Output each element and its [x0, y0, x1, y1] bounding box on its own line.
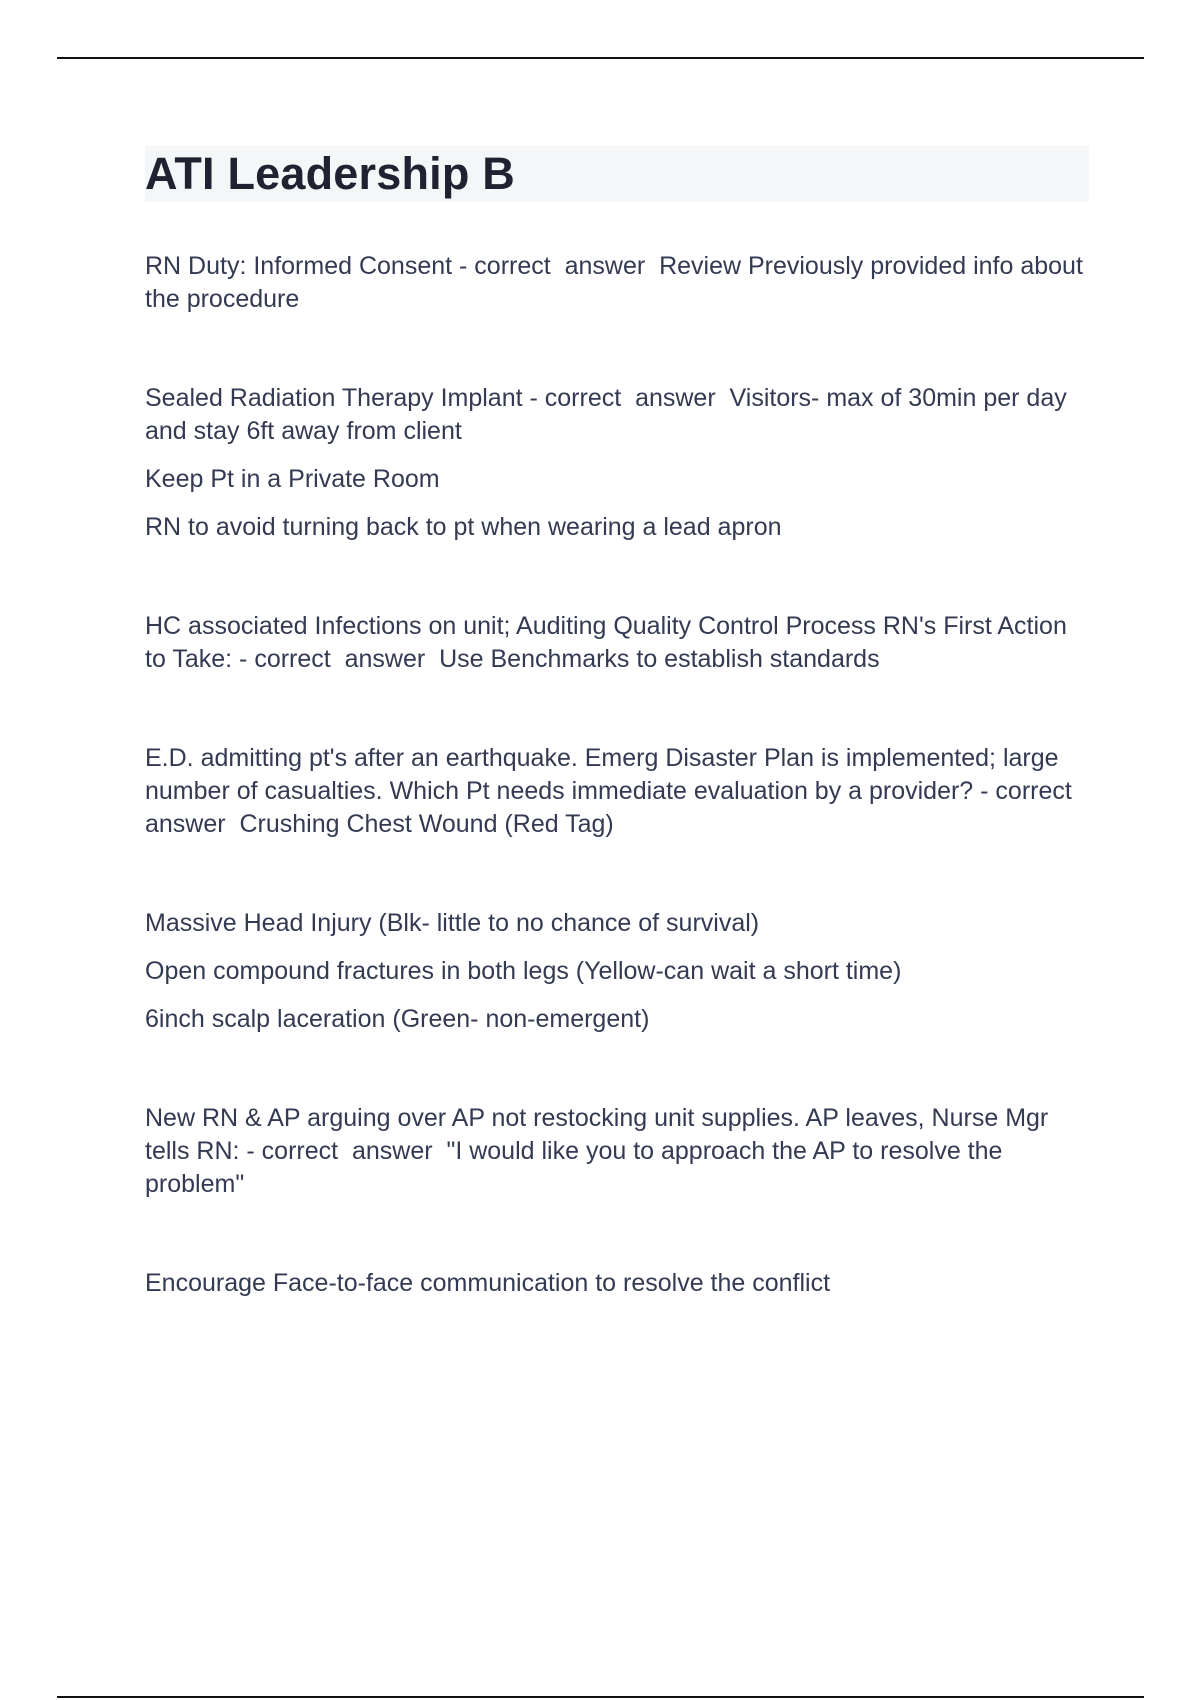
page-title: ATI Leadership B: [145, 148, 515, 199]
top-rule: [57, 57, 1144, 59]
text-line: HC associated Infections on unit; Auditing Quality Control Process RN's First Action to Take: - correct answer Use Benchmarks to establish standards: [145, 612, 1074, 673]
text-line: RN to avoid turning back to pt when wearing a lead apron: [145, 513, 782, 541]
qa-block-informed-consent: [145, 250, 1090, 316]
document-body: [145, 250, 1090, 1300]
text-line: Open compound fractures in both legs (Yellow-can wait a short time): [145, 957, 902, 985]
text-line: Keep Pt in a Private Room: [145, 465, 440, 493]
text-line: Sealed Radiation Therapy Implant - correct answer Visitors- max of 30min per day and stay 6ft away from client: [145, 384, 1074, 445]
qa-block-radiation-implant: [145, 382, 1090, 544]
qa-block-communication: [145, 1267, 1090, 1300]
qa-block-infections: [145, 610, 1090, 676]
text-line: Encourage Face-to-face communication to resolve the conflict: [145, 1269, 831, 1297]
bottom-rule: [57, 1696, 1144, 1698]
text-line: 6inch scalp laceration (Green- non-emergent): [145, 1005, 650, 1033]
text-line: E.D. admitting pt's after an earthquake. Emerg Disaster Plan is implemented; large number of casualties. Which Pt needs immediate evaluation by a provider? - correct answer Crushing Chest Wound (Red Tag): [145, 744, 1086, 838]
text-line: New RN & AP arguing over AP not restocking unit supplies. AP leaves, Nurse Mgr tells RN: - correct answer "I would like you to approach the AP to resolve the problem": [145, 1104, 1056, 1198]
text-line: RN Duty: Informed Consent - correct answer Review Previously provided info about the procedure: [145, 252, 1090, 313]
text-line: Massive Head Injury (Blk- little to no chance of survival): [145, 909, 760, 937]
qa-block-triage-tags: [145, 907, 1090, 1036]
qa-block-earthquake-triage: [145, 742, 1090, 841]
qa-block-conflict: [145, 1102, 1090, 1201]
